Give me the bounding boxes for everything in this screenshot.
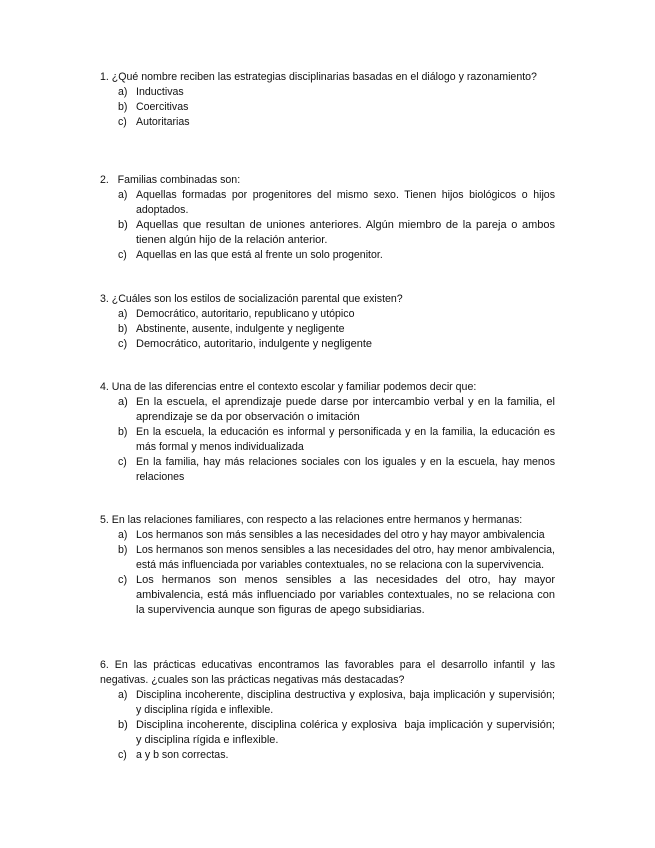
option-text: a y b son correctas. <box>136 749 229 761</box>
option-b <box>100 718 559 748</box>
option-label: c) <box>118 749 127 761</box>
question-2 <box>100 173 555 263</box>
question-text: 4. Una de las diferencias entre el contexto escolar y familiar podemos decir que: <box>100 381 477 393</box>
option-c <box>100 573 555 618</box>
option-text: Democrático, autoritario, republicano y utópico <box>136 308 355 320</box>
option-text: Aquellas formadas por progenitores del mismo sexo. Tienen hijos biológicos o hijos adoptados. <box>136 189 555 216</box>
question-4 <box>100 380 555 485</box>
option-b <box>100 100 555 115</box>
question-3 <box>100 292 555 352</box>
question-1 <box>100 70 555 130</box>
option-text: Abstinente, ausente, indulgente y negligente <box>136 323 345 335</box>
options-list <box>100 528 555 618</box>
option-text: Los hermanos son más sensibles a las necesidades del otro y hay mayor ambivalencia <box>136 529 545 541</box>
option-label: b) <box>118 323 128 335</box>
question-text: 3. ¿Cuáles son los estilos de socialización parental que existen? <box>100 293 403 305</box>
option-c <box>100 337 555 352</box>
option-text: Inductivas <box>136 86 184 98</box>
question-5 <box>100 513 555 618</box>
options-list <box>100 188 555 263</box>
option-text: Disciplina incoherente, disciplina destructiva y explosiva, baja implicación y supervisión; y disciplina rígida e inflexible. <box>136 689 555 716</box>
options-list <box>100 395 555 485</box>
option-label: a) <box>118 689 128 701</box>
question-text: 2. Familias combinadas son: <box>100 174 241 186</box>
option-label: b) <box>118 544 128 556</box>
option-c <box>100 455 555 485</box>
option-text: En la familia, hay más relaciones sociales con los iguales y en la escuela, hay menos relaciones <box>136 456 555 483</box>
option-text: Los hermanos son menos sensibles a las necesidades del otro, hay mayor ambivalencia, está más influenciado por variables contextuales, no se relaciona con la supervivencia aunque son figuras de apego subsidiarias. <box>136 574 555 616</box>
options-list <box>100 688 559 763</box>
option-text: Aquellas que resultan de uniones anteriores. Algún miembro de la pareja o ambos tienen algún hijo de la relación anterior. <box>136 219 555 246</box>
question-text: 6. En las prácticas educativas encontramos las favorables para el desarrollo infantil y las negativas. ¿cuales son las prácticas negativas más destacadas? <box>100 659 555 686</box>
option-a <box>100 688 555 718</box>
option-label: c) <box>118 456 127 468</box>
option-label: a) <box>118 189 128 201</box>
options-list <box>100 307 555 352</box>
option-text: En la escuela, el aprendizaje puede darse por intercambio verbal y en la familia, el aprendizaje se da por observación o imitación <box>136 396 555 423</box>
option-text: Aquellas en las que está al frente un solo progenitor. <box>136 249 383 261</box>
option-c <box>100 748 555 763</box>
option-text: Autoritarias <box>136 116 190 128</box>
option-b <box>100 322 555 337</box>
option-label: a) <box>118 396 128 408</box>
option-label: b) <box>118 426 128 438</box>
option-label: a) <box>118 86 128 98</box>
option-label: c) <box>118 249 127 261</box>
option-text: En la escuela, la educación es informal y personificada y en la familia, la educación es más formal y menos individualizada <box>136 426 555 453</box>
option-b <box>100 218 555 248</box>
option-a <box>100 395 555 425</box>
option-label: c) <box>118 338 128 350</box>
option-label: b) <box>118 219 128 231</box>
option-label: a) <box>118 529 128 541</box>
option-label: a) <box>118 308 128 320</box>
option-a <box>100 85 555 100</box>
question-text: 1. ¿Qué nombre reciben las estrategias disciplinarias basadas en el diálogo y razonamiento? <box>100 71 537 83</box>
option-a <box>100 188 555 218</box>
option-a <box>100 307 555 322</box>
option-label: c) <box>118 574 128 586</box>
option-label: b) <box>118 719 128 731</box>
option-text: Coercitivas <box>136 101 189 113</box>
option-label: c) <box>118 116 127 128</box>
option-b <box>100 425 555 455</box>
options-list <box>100 85 555 130</box>
option-text: Disciplina incoherente, disciplina colérica y explosiva baja implicación y supervisión; y disciplina rígida e inflexible. <box>136 719 559 746</box>
option-a <box>100 528 555 543</box>
option-label: b) <box>118 101 128 113</box>
option-b <box>100 543 555 573</box>
option-text: Democrático, autoritario, indulgente y negligente <box>136 338 373 350</box>
option-text: Los hermanos son menos sensibles a las necesidades del otro, hay menor ambivalencia, está más influenciada por variables contextuales, no se relaciona con la supervivencia. <box>136 544 555 571</box>
option-c <box>100 115 555 130</box>
question-6 <box>100 658 559 763</box>
question-text: 5. En las relaciones familiares, con respecto a las relaciones entre hermanos y hermanas: <box>100 514 523 526</box>
option-c <box>100 248 555 263</box>
